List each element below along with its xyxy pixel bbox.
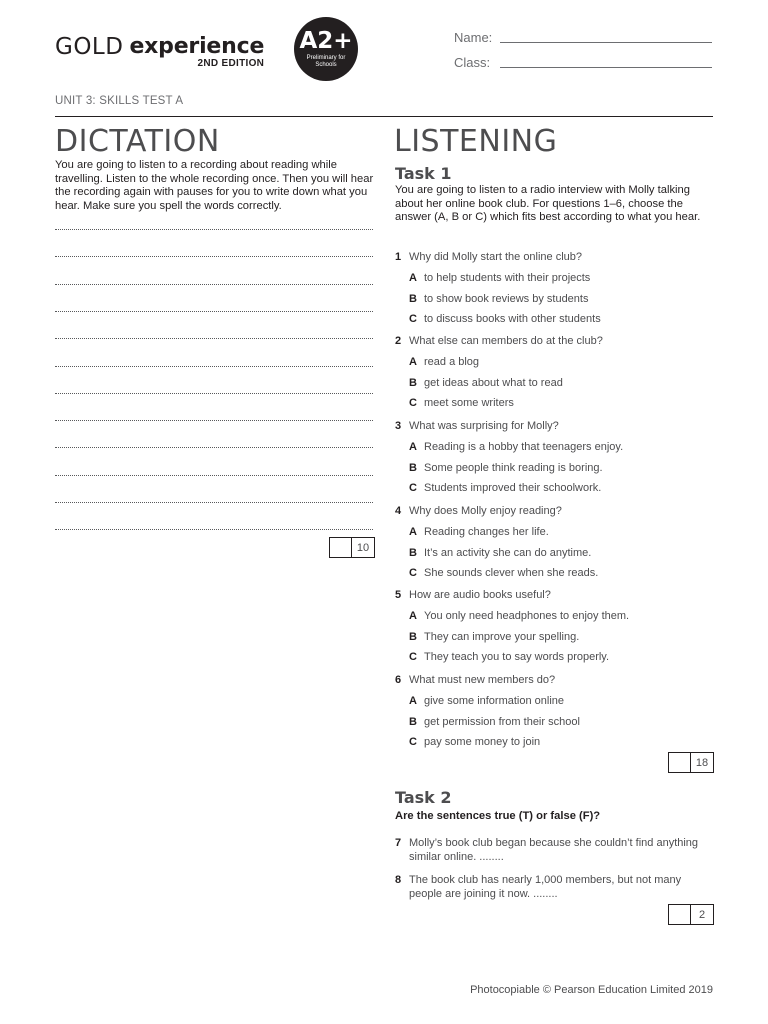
dictation-write-line[interactable]	[55, 420, 373, 421]
question-number: 4	[395, 505, 402, 517]
dictation-score-box	[329, 537, 375, 558]
logo-edition-text: 2ND EDITION	[197, 58, 265, 69]
true-false-item[interactable]	[395, 836, 713, 864]
statement-text: The book club has nearly 1,000 members, but not many people are joining it now. ........	[409, 874, 682, 900]
option-letter: B	[409, 546, 417, 559]
question-text: Why did Molly start the online club?	[409, 251, 583, 263]
logo-experience-text: experience	[129, 34, 265, 59]
header-divider	[55, 116, 713, 117]
question-text: What must new members do?	[409, 674, 556, 686]
badge-subtitle: Preliminary for Schools	[306, 55, 346, 68]
name-line[interactable]	[500, 42, 712, 43]
name-field[interactable]	[454, 30, 492, 45]
option-letter: C	[409, 736, 417, 748]
option-letter: C	[409, 651, 417, 663]
option-text: Reading is a hobby that teenagers enjoy.	[424, 441, 624, 453]
option-letter: C	[409, 313, 417, 325]
score-total: 2	[698, 908, 706, 921]
option-text: get ideas about what to read	[424, 376, 563, 389]
dictation-write-line[interactable]	[55, 229, 373, 230]
task2-title: Task 2	[395, 788, 452, 807]
option-letter: B	[409, 461, 417, 474]
score-total: 18	[695, 756, 709, 769]
question-number: 3	[395, 420, 402, 432]
question-number: 5	[395, 589, 402, 601]
option-letter: C	[409, 397, 417, 409]
option-text: It’s an activity she can do anytime.	[424, 546, 592, 559]
statement-text: Molly’s book club began because she couldn’t find anything similar online. ........	[409, 837, 699, 863]
option-text: to help students with their projects	[424, 272, 591, 284]
dictation-write-line[interactable]	[55, 447, 373, 448]
option-letter: C	[409, 567, 417, 579]
dictation-title: DICTATION	[55, 124, 220, 159]
question-text: What else can members do at the club?	[409, 335, 603, 347]
score-blank[interactable]	[669, 753, 691, 772]
dictation-write-line[interactable]	[55, 393, 373, 394]
option-text: give some information online	[424, 695, 565, 707]
gold-experience-logo	[55, 30, 264, 69]
option-letter: B	[409, 715, 417, 728]
task1-instructions: You are going to listen to a radio interview with Molly talking about her online book club. For questions 1–6, choose the answer (A, B or C) which fits best according to what you hear.	[395, 184, 701, 223]
option-text: Reading changes her life.	[424, 526, 549, 538]
unit-label: UNIT 3: SKILLS TEST A	[55, 95, 184, 107]
badge-level-text: A2+	[299, 28, 353, 54]
task2-score-box	[668, 904, 714, 925]
class-line[interactable]	[500, 67, 712, 68]
task1-score-box	[668, 752, 714, 773]
option-text: She sounds clever when she reads.	[424, 567, 599, 579]
option-text: meet some writers	[424, 397, 514, 409]
option-letter: A	[409, 526, 417, 538]
option-letter: A	[409, 272, 417, 284]
logo-gold-text: GOLD	[55, 34, 124, 60]
option-text: to discuss books with other students	[424, 313, 601, 325]
dictation-write-line[interactable]	[55, 311, 373, 312]
dictation-write-line[interactable]	[55, 475, 373, 476]
score-total: 10	[356, 541, 370, 554]
listening-title: LISTENING	[394, 124, 558, 159]
option-text: They teach you to say words properly.	[424, 651, 610, 663]
task1-title: Task 1	[395, 164, 452, 183]
score-blank[interactable]	[669, 905, 691, 924]
class-field[interactable]	[454, 55, 490, 70]
option-letter: C	[409, 482, 417, 494]
question-number: 8	[395, 874, 402, 886]
option-letter: B	[409, 630, 417, 643]
option-text: pay some money to join	[424, 736, 541, 748]
dictation-write-line[interactable]	[55, 502, 373, 503]
option-text: Students improved their schoolwork.	[424, 482, 602, 494]
dictation-write-line[interactable]	[55, 338, 373, 339]
dictation-write-line[interactable]	[55, 256, 373, 257]
copyright-footer: Photocopiable © Pearson Education Limited 2019	[470, 984, 713, 996]
question-number: 2	[395, 335, 402, 347]
option-letter: A	[409, 610, 417, 622]
name-label: Name:	[454, 30, 493, 45]
option-letter: B	[409, 376, 417, 389]
class-label: Class:	[454, 55, 491, 70]
option-text: read a blog	[424, 356, 480, 368]
question-text: What was surprising for Molly?	[409, 420, 559, 432]
dictation-write-line[interactable]	[55, 529, 373, 530]
option-text: to show book reviews by students	[424, 292, 589, 305]
option-text: They can improve your spelling.	[424, 630, 580, 643]
question-text: Why does Molly enjoy reading?	[409, 505, 562, 517]
level-badge	[294, 17, 358, 81]
question-number: 7	[395, 837, 402, 849]
true-false-item[interactable]	[395, 873, 713, 901]
option-letter: A	[409, 441, 417, 453]
option-letter: B	[409, 292, 417, 305]
question-number: 6	[395, 674, 402, 686]
dictation-write-line[interactable]	[55, 284, 373, 285]
option-letter: A	[409, 356, 417, 368]
question-number: 1	[395, 251, 402, 263]
option-text: get permission from their school	[424, 715, 580, 728]
score-blank[interactable]	[330, 538, 352, 557]
dictation-write-line[interactable]	[55, 366, 373, 367]
task2-instructions: Are the sentences true (T) or false (F)?	[395, 810, 601, 822]
option-text: Some people think reading is boring.	[424, 461, 603, 474]
option-letter: A	[409, 695, 417, 707]
option-text: You only need headphones to enjoy them.	[424, 610, 630, 622]
dictation-instructions: You are going to listen to a recording about reading while travelling. Listen to the whole recording once. Then you will hear the recording again with pauses for you to write down what you hear. Make sure you spell the words correctly.	[55, 159, 374, 212]
question-text: How are audio books useful?	[409, 589, 551, 601]
